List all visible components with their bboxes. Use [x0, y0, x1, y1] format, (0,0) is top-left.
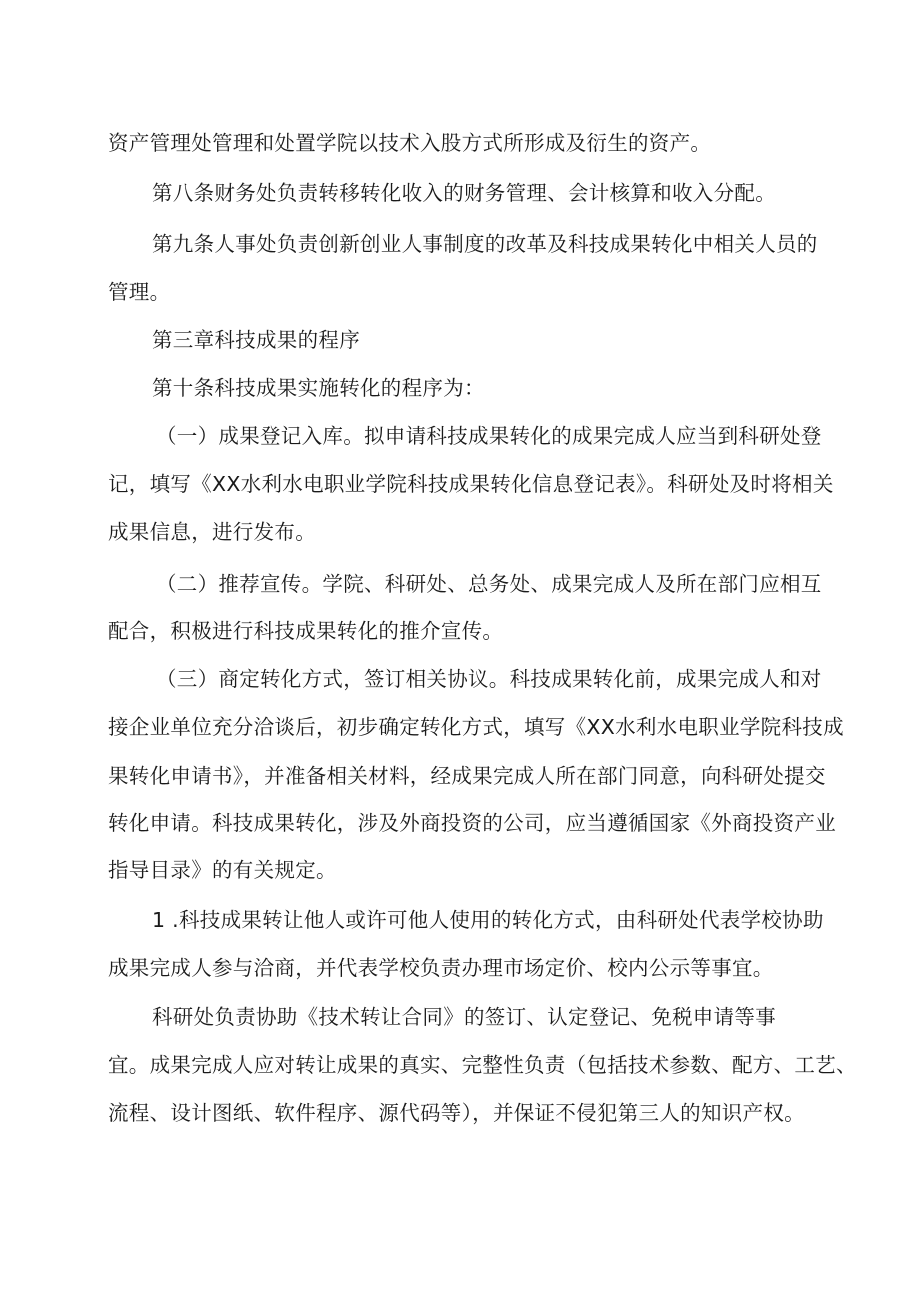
paragraph-line: （三）商定转化方式，签订相关协议。科技成果转化前，成果完成人和对 [156, 667, 822, 691]
paragraph-line: 资产管理处管理和处置学院以技术入股方式所形成及衍生的资产。 [108, 131, 712, 155]
paragraph-line: （一）成果登记入库。拟申请科技成果转化的成果完成人应当到科研处登 [156, 424, 822, 448]
paragraph-line: 管理。 [108, 280, 171, 304]
paragraph-line: 指导目录》的有关规定。 [108, 858, 337, 882]
paragraph-line: 成果完成人参与洽商，并代表学校负责办理市场定价、校内公示等事宜。 [108, 956, 774, 980]
paragraph-line: 宜。成果完成人应对转让成果的真实、完整性负责（包括技术参数、配方、工艺、 [108, 1053, 857, 1077]
paragraph-line: 第九条人事处负责创新创业人事制度的改革及科技成果转化中相关人员的 [152, 232, 818, 256]
paragraph-line: 记，填写《XX水利水电职业学院科技成果转化信息登记表》。科研处及时将相关 [108, 472, 834, 496]
paragraph-line: 配合，积极进行科技成果转化的推介宣传。 [108, 619, 504, 643]
paragraph-line: 流程、设计图纸、软件程序、源代码等），并保证不侵犯第三人的知识产权。 [108, 1101, 805, 1125]
list-item-line: 1 .科技成果转让他人或许可他人使用的转化方式，由科研处代表学校协助 [152, 908, 824, 932]
paragraph-line: 第十条科技成果实施转化的程序为： [152, 376, 485, 400]
paragraph-line: 接企业单位充分洽谈后，初步确定转化方式，填写《XX水利水电职业学院科技成 [108, 715, 844, 739]
paragraph-line: 转化申请。科技成果转化，涉及外商投资的公司，应当遵循国家《外商投资产业 [108, 811, 836, 835]
paragraph-line: （二）推荐宣传。学院、科研处、总务处、成果完成人及所在部门应相互 [156, 572, 822, 596]
paragraph-line: 科研处负责协助《技术转让合同》的签订、认定登记、免税申请等事 [152, 1005, 776, 1029]
paragraph-line: 成果信息，进行发布。 [108, 520, 316, 544]
paragraph-line: 第八条财务处负责转移转化收入的财务管理、会计核算和收入分配。 [152, 181, 776, 205]
paragraph-line: 果转化申请书》，并准备相关材料，经成果完成人所在部门同意，向科研处提交 [108, 764, 826, 788]
chapter-heading: 第三章科技成果的程序 [152, 328, 360, 352]
